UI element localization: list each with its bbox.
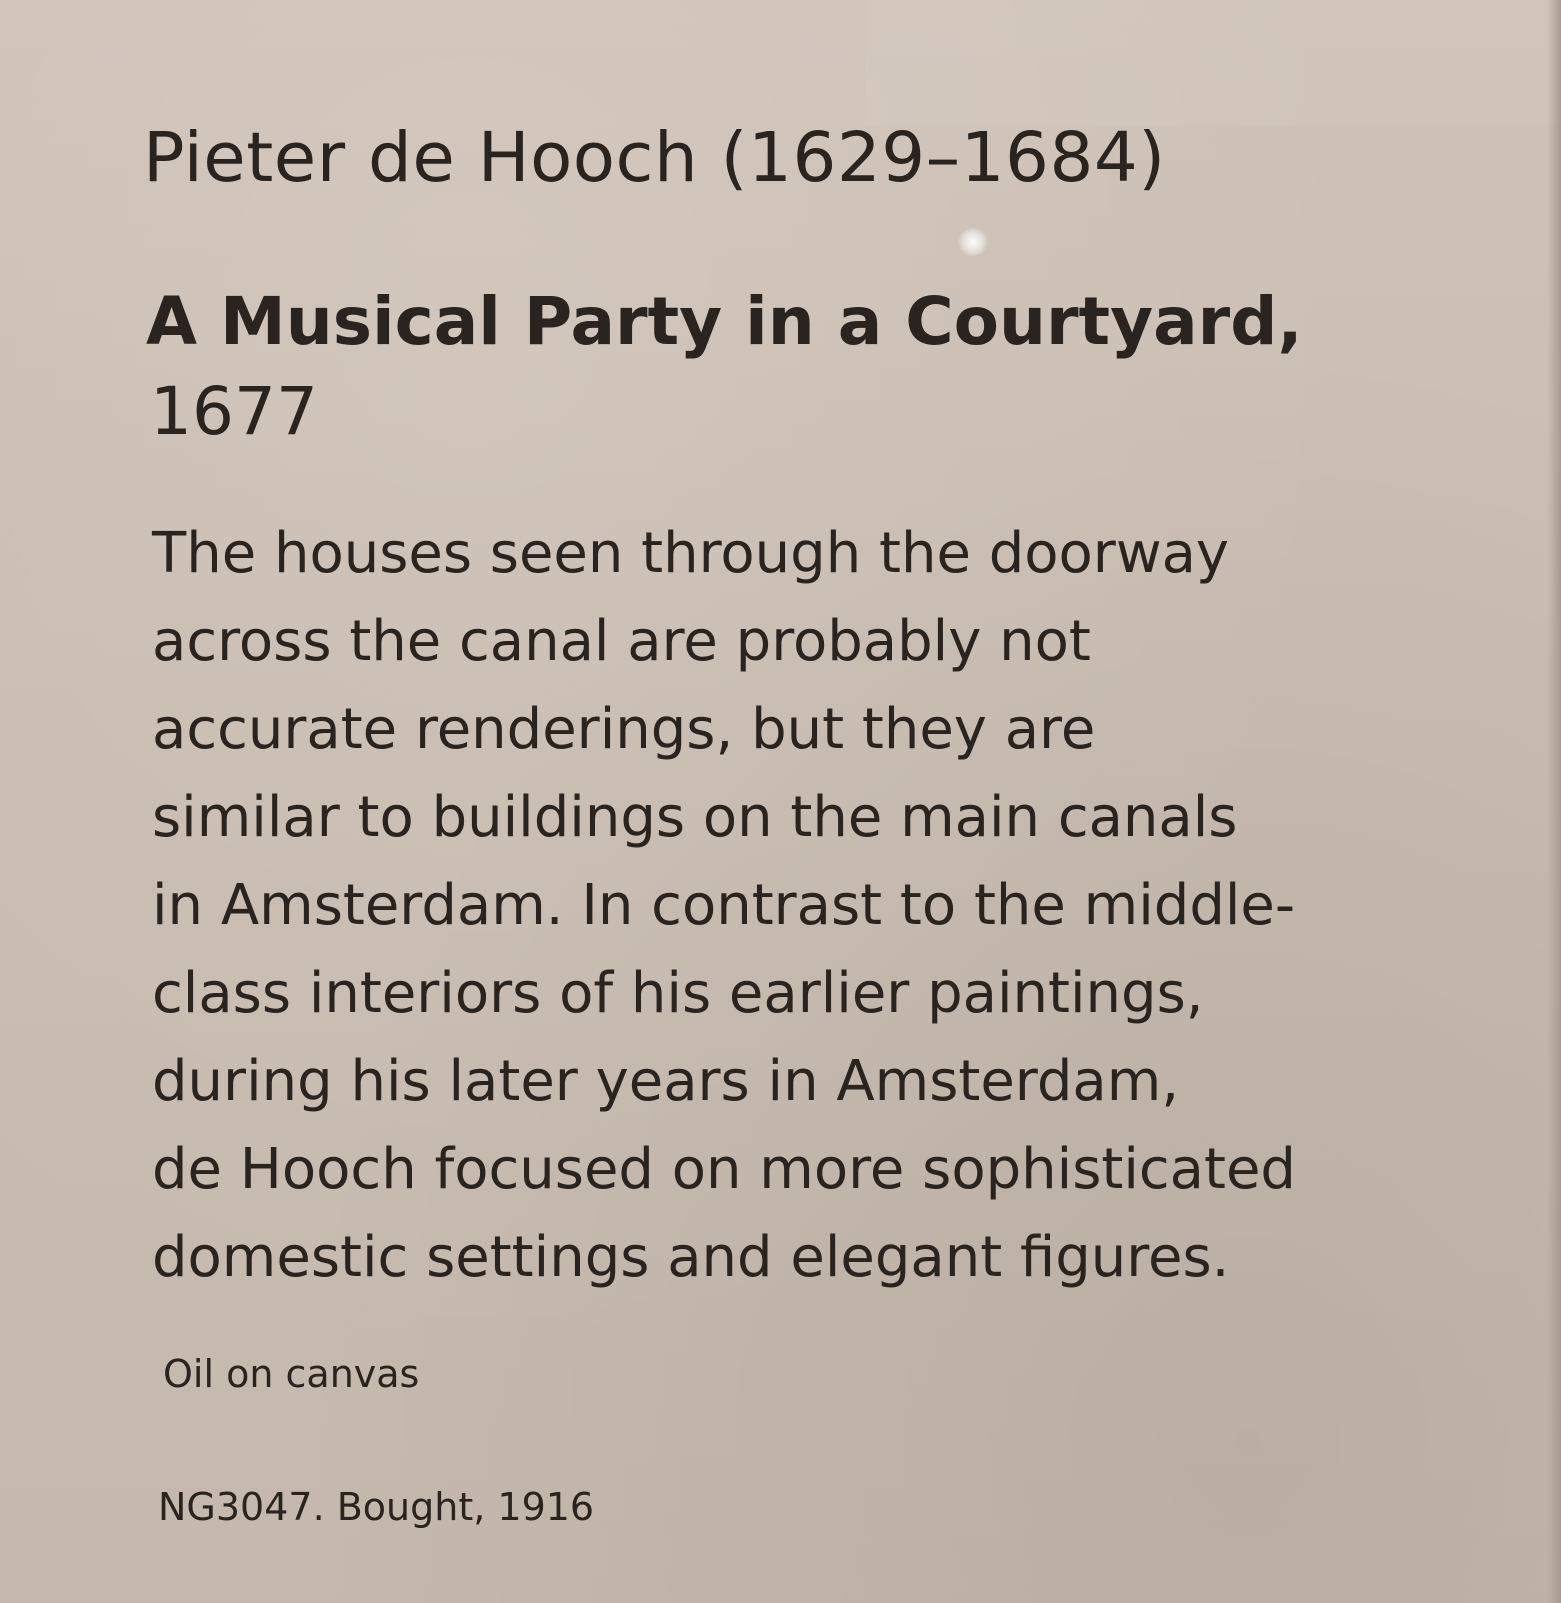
description-line: similar to buildings on the main canals [152, 785, 1238, 850]
light-reflection [958, 228, 988, 256]
card-edge [1547, 0, 1561, 1603]
artwork-title: A Musical Party in a Courtyard, [146, 283, 1303, 360]
description-line: during his later years in Amsterdam, [152, 1049, 1180, 1114]
description-line: The houses seen through the doorway [152, 521, 1230, 586]
description-line: across the canal are probably not [152, 609, 1091, 674]
description-text [152, 510, 1512, 1302]
artist-name: Pieter de Hooch (1629–1684) [143, 118, 1166, 198]
artwork-year: 1677 [150, 373, 318, 450]
glare-band [865, 0, 1561, 125]
description-line: de Hooch focused on more sophisticated [152, 1137, 1296, 1202]
description-line: in Amsterdam. In contrast to the middle- [152, 873, 1296, 938]
description-line: accurate renderings, but they are [152, 697, 1096, 762]
medium-text: Oil on canvas [163, 1352, 420, 1396]
description-line: domestic settings and elegant figures. [152, 1225, 1230, 1290]
description-line: class interiors of his earlier paintings, [152, 961, 1204, 1026]
accession-text: NG3047. Bought, 1916 [158, 1485, 595, 1529]
